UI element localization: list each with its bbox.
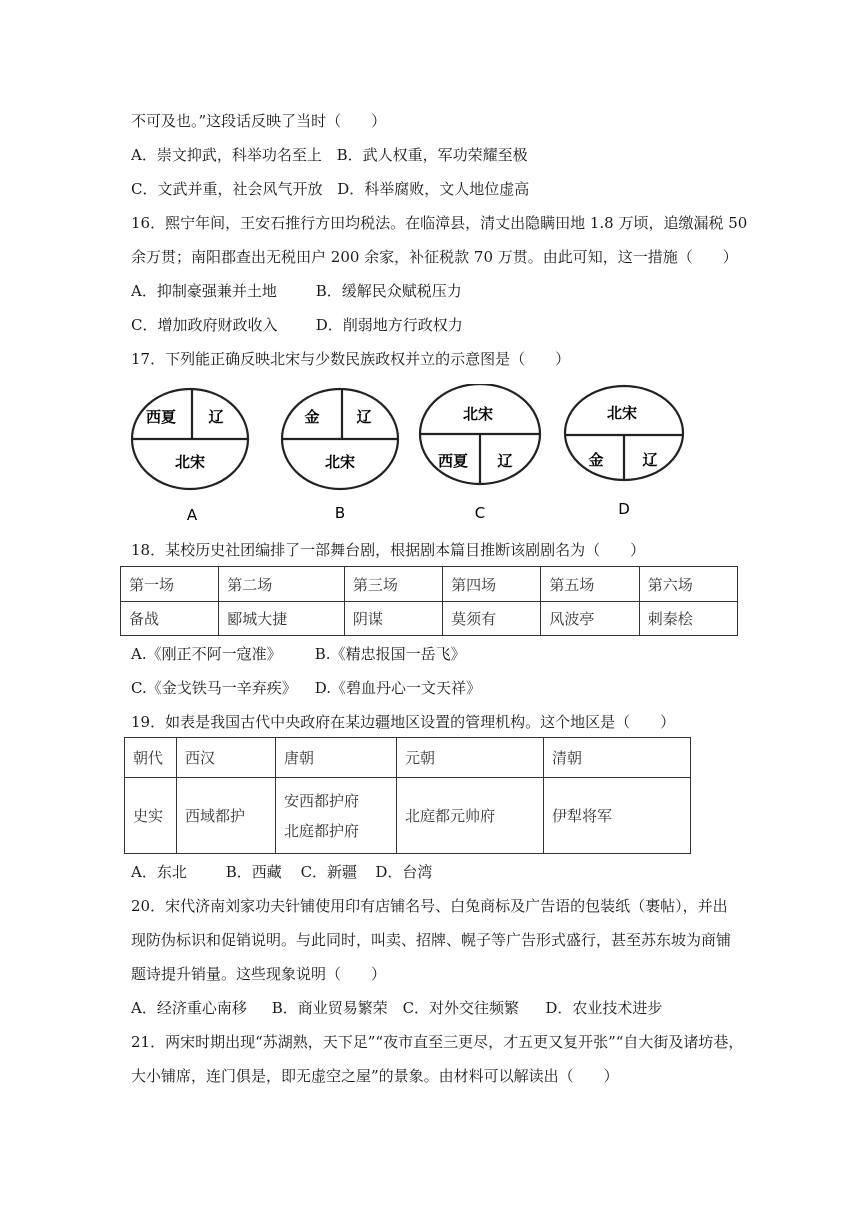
q16-options-row2 [131, 315, 463, 335]
q21-stem-line1: 21．两宋时期出现“苏湖熟，天下足”“夜市直至三更尽，才五更又复开张”“自大街及诸坊巷， [131, 1033, 744, 1051]
q19-options [131, 862, 432, 882]
q20-option-d[interactable]: D．农业技术进步 [545, 999, 663, 1017]
q18-cell: 阴谋 [344, 602, 442, 636]
q19-option-c[interactable]: C．新疆 [300, 863, 358, 881]
q18-option-c[interactable]: C.《金戈铁马一辛弃疾》 [131, 679, 297, 697]
q19-option-b[interactable]: B．西藏 [225, 863, 282, 881]
q19-header-row [125, 738, 691, 778]
q19-cell: 伊犁将军 [544, 778, 691, 854]
diagram-c-letter: C [474, 504, 486, 522]
q16-options-row1 [131, 281, 462, 301]
q18-cell: 风波亭 [541, 602, 639, 636]
diagram-b-top-right-label: 辽 [356, 408, 372, 426]
q19-header-cell: 唐朝 [276, 738, 397, 778]
diagram-a-letter: A [186, 506, 198, 524]
diagram-b-bottom-label: 北宋 [324, 453, 356, 471]
q15-options-row2 [131, 179, 529, 199]
diagram-c-top-label: 北宋 [462, 405, 494, 423]
q18-header-cell: 第五场 [541, 567, 639, 602]
q19-stem: 19．如表是我国古代中央政府在某边疆地区设置的管理机构。这个地区是（ ） [131, 713, 676, 731]
diagram-a-bottom-label: 北宋 [174, 453, 206, 471]
q15-stem-end: 不可及也。”这段话反映了当时（ ） [131, 112, 387, 130]
q15-options-row1 [131, 145, 528, 165]
q18-table [120, 566, 738, 636]
q19-cell: 北庭都元帅府 [397, 778, 544, 854]
diagram-d-letter: D [618, 500, 630, 518]
q15-option-b[interactable]: B．武人权重，军功荣耀至极 [336, 146, 528, 164]
q16-option-d[interactable]: D．削弱地方行政权力 [315, 316, 463, 334]
diagram-a-top-right-label: 辽 [208, 408, 224, 426]
diagram-c-bottom-right-label: 辽 [497, 452, 513, 470]
q18-options-row1 [131, 644, 466, 664]
q20-option-b[interactable]: B．商业贸易繁荣 [271, 999, 388, 1017]
q16-stem-line2: 余万贯；南阳郡查出无税田户 200 余家，补征税款 70 万贯。由此可知，这一措施（ ） [131, 248, 738, 266]
diagram-a-top-left-label: 西夏 [145, 408, 177, 426]
q19-table [124, 737, 691, 854]
q16-option-a[interactable]: A．抑制豪强兼并土地 [131, 282, 277, 300]
q17-diagrams [128, 384, 728, 524]
q20-options [131, 998, 662, 1018]
diagram-d-bottom-right-label: 辽 [642, 451, 658, 469]
q19-cell-tang-line1: 安西都护府 [284, 791, 360, 810]
q18-cell: 刺秦桧 [639, 602, 737, 636]
q15-option-a[interactable]: A．崇文抑武，科举功名至上 [131, 146, 322, 164]
q19-header-cell: 元朝 [397, 738, 544, 778]
q19-header-cell: 清朝 [544, 738, 691, 778]
q20-stem-line2: 现防伪标识和促销说明。与此同时，叫卖、招牌、幌子等广告形式盛行，甚至苏东坡为商铺 [131, 931, 732, 949]
q18-cell: 郾城大捷 [219, 602, 345, 636]
diagram-d[interactable] [565, 386, 683, 518]
q16-option-b[interactable]: B．缓解民众赋税压力 [315, 282, 462, 300]
q19-cell-tang-line2: 北庭都护府 [284, 821, 360, 840]
diagram-d-top-label: 北宋 [606, 404, 638, 422]
diagram-c[interactable] [420, 384, 540, 522]
q18-header-cell: 第三场 [344, 567, 442, 602]
q20-stem-line3: 题诗提升销量。这些现象说明（ ） [131, 965, 387, 983]
q19-header-cell: 朝代 [125, 738, 177, 778]
diagram-d-bottom-left-label: 金 [588, 451, 604, 469]
q18-option-a[interactable]: A.《刚正不阿一寇准》 [131, 645, 282, 663]
q17-stem: 17．下列能正确反映北宋与少数民族政权并立的示意图是（ ） [131, 350, 571, 368]
diagram-c-bottom-left-label: 西夏 [437, 452, 469, 470]
q18-cell: 莫须有 [443, 602, 541, 636]
q16-option-c[interactable]: C．增加政府财政收入 [131, 316, 278, 334]
q18-header-row [121, 567, 738, 602]
q19-row-label: 史实 [125, 778, 177, 854]
q18-content-row [121, 602, 738, 636]
q20-stem-line1: 20．宋代济南刘家功夫针铺使用印有店铺名号、白兔商标及广告语的包装纸（裹帖），并出 [131, 897, 728, 915]
diagram-b-top-left-label: 金 [304, 408, 320, 426]
q19-cell-tang [276, 778, 397, 854]
diagram-b-letter: B [334, 504, 346, 522]
q20-option-a[interactable]: A．经济重心南移 [131, 999, 247, 1017]
q19-header-cell: 西汉 [177, 738, 276, 778]
q18-options-row2 [131, 678, 481, 698]
q19-option-a[interactable]: A．东北 [131, 863, 187, 881]
q18-header-cell: 第二场 [219, 567, 345, 602]
q18-header-cell: 第一场 [121, 567, 219, 602]
q18-stem: 18．某校历史社团编排了一部舞台剧，根据剧本篇目推断该剧剧名为（ ） [131, 541, 646, 559]
q18-cell: 备战 [121, 602, 219, 636]
diagram-a[interactable] [132, 389, 248, 524]
q15-option-c[interactable]: C．文武并重，社会风气开放 [131, 180, 323, 198]
q19-option-d[interactable]: D．台湾 [375, 863, 433, 881]
q18-option-d[interactable]: D.《碧血丹心一文天祥》 [314, 679, 482, 697]
q18-header-cell: 第四场 [443, 567, 541, 602]
q15-option-d[interactable]: D．科举腐败，文人地位虚高 [337, 180, 530, 198]
q21-stem-line2: 大小铺席，连门俱是，即无虚空之屋”的景象。由材料可以解读出（ ） [131, 1067, 619, 1085]
q16-stem-line1: 16．熙宁年间，王安石推行方田均税法。在临漳县，清丈出隐瞒田地 1.8 万顷，追缴漏税 50 [131, 214, 748, 232]
q19-cell: 西域都护 [177, 778, 276, 854]
q19-content-row [125, 778, 691, 854]
q20-option-c[interactable]: C．对外交往频繁 [402, 999, 520, 1017]
q18-option-b[interactable]: B.《精忠报国一岳飞》 [314, 645, 466, 663]
diagram-b[interactable] [282, 389, 398, 522]
q18-header-cell: 第六场 [639, 567, 737, 602]
